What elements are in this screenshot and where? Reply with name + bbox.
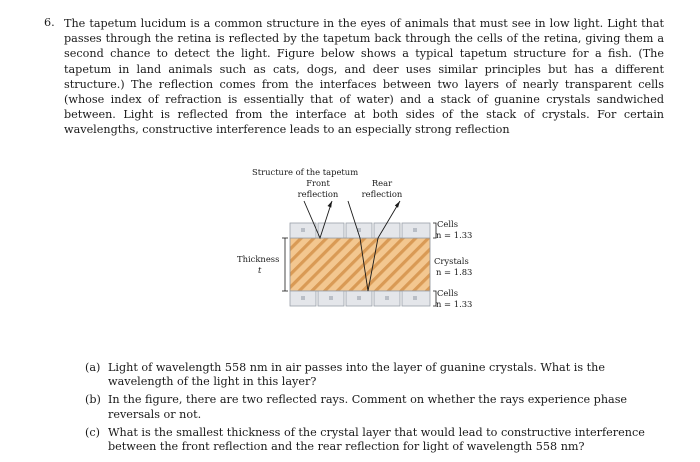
bottom-cells-name: Cells	[437, 288, 459, 298]
question-a	[85, 361, 660, 389]
nucleus-dot	[357, 296, 361, 300]
nucleus-dot	[413, 296, 417, 300]
problem-number: 6.	[44, 16, 55, 29]
front-reflection-label-2: reflection	[297, 189, 339, 199]
tapetum-figure	[232, 165, 502, 315]
thickness-symbol: t	[258, 265, 262, 275]
question-list	[85, 361, 660, 458]
thickness-bracket	[282, 238, 288, 291]
crystals-index: n = 1.83	[436, 267, 473, 277]
front-reflection-label-1: Front	[306, 178, 330, 188]
rear-reflection-label-1: Rear	[371, 178, 393, 188]
question-label: (c)	[85, 425, 100, 439]
arrowhead	[328, 201, 333, 208]
crystal-layer	[290, 238, 430, 291]
figure-title: Structure of the tapetum	[252, 167, 359, 177]
nucleus-dot	[301, 296, 305, 300]
cell-block	[318, 223, 344, 238]
arrowhead	[395, 201, 400, 208]
top-cells-name: Cells	[437, 219, 459, 229]
question-label: (a)	[85, 361, 101, 374]
nucleus-dot	[413, 228, 417, 232]
problem-text: The tapetum lucidum is a common structure in the eyes of animals that must see in low light. Light that passes through the retina is reflected by the tapetum back through the cells of the retina, giving them a second chance to detect the light. Figure below shows a typical tapetum structure for a fish. (The tapetum in land animals such as cats, dogs, and deer uses similar principles but has a different structure.) The reflection comes from the interfaces between two layers of nearly transparent cells (whose index of refraction is essentially that of water) and a stack of guanine crystals sandwiched between. Light is reflected from the interface at both sides of the stack of crystals. For certain wavelengths, constructive interference leads to an especially strong reflection	[64, 17, 664, 137]
question-text: What is the smallest thickness of the crystal layer that would lead to constructive interference between the front reflection and the rear reflection for light of wavelength 558 nm?	[108, 425, 645, 454]
crystals-name: Crystals	[434, 256, 469, 266]
nucleus-dot	[385, 296, 389, 300]
tapetum-diagram	[232, 165, 502, 315]
nucleus-dot	[329, 296, 333, 300]
rear-reflection-label-2: reflection	[361, 189, 403, 199]
question-c	[85, 426, 660, 454]
question-text: Light of wavelength 558 nm in air passes into the layer of guanine crystals. What is the wavelength of the light in this layer?	[108, 361, 605, 389]
question-text: In the figure, there are two reflected rays. Comment on whether the rays experience phase reversals or not.	[108, 393, 628, 421]
question-label: (b)	[85, 393, 101, 407]
question-b	[85, 393, 660, 421]
cell-block	[374, 223, 400, 238]
ray-arrowheads	[328, 201, 401, 208]
top-cells-index: n = 1.33	[436, 230, 473, 240]
problem-statement	[44, 16, 664, 138]
thickness-label: Thickness	[237, 254, 280, 264]
bottom-cells-index: n = 1.33	[436, 299, 473, 309]
nucleus-dot	[301, 228, 305, 232]
